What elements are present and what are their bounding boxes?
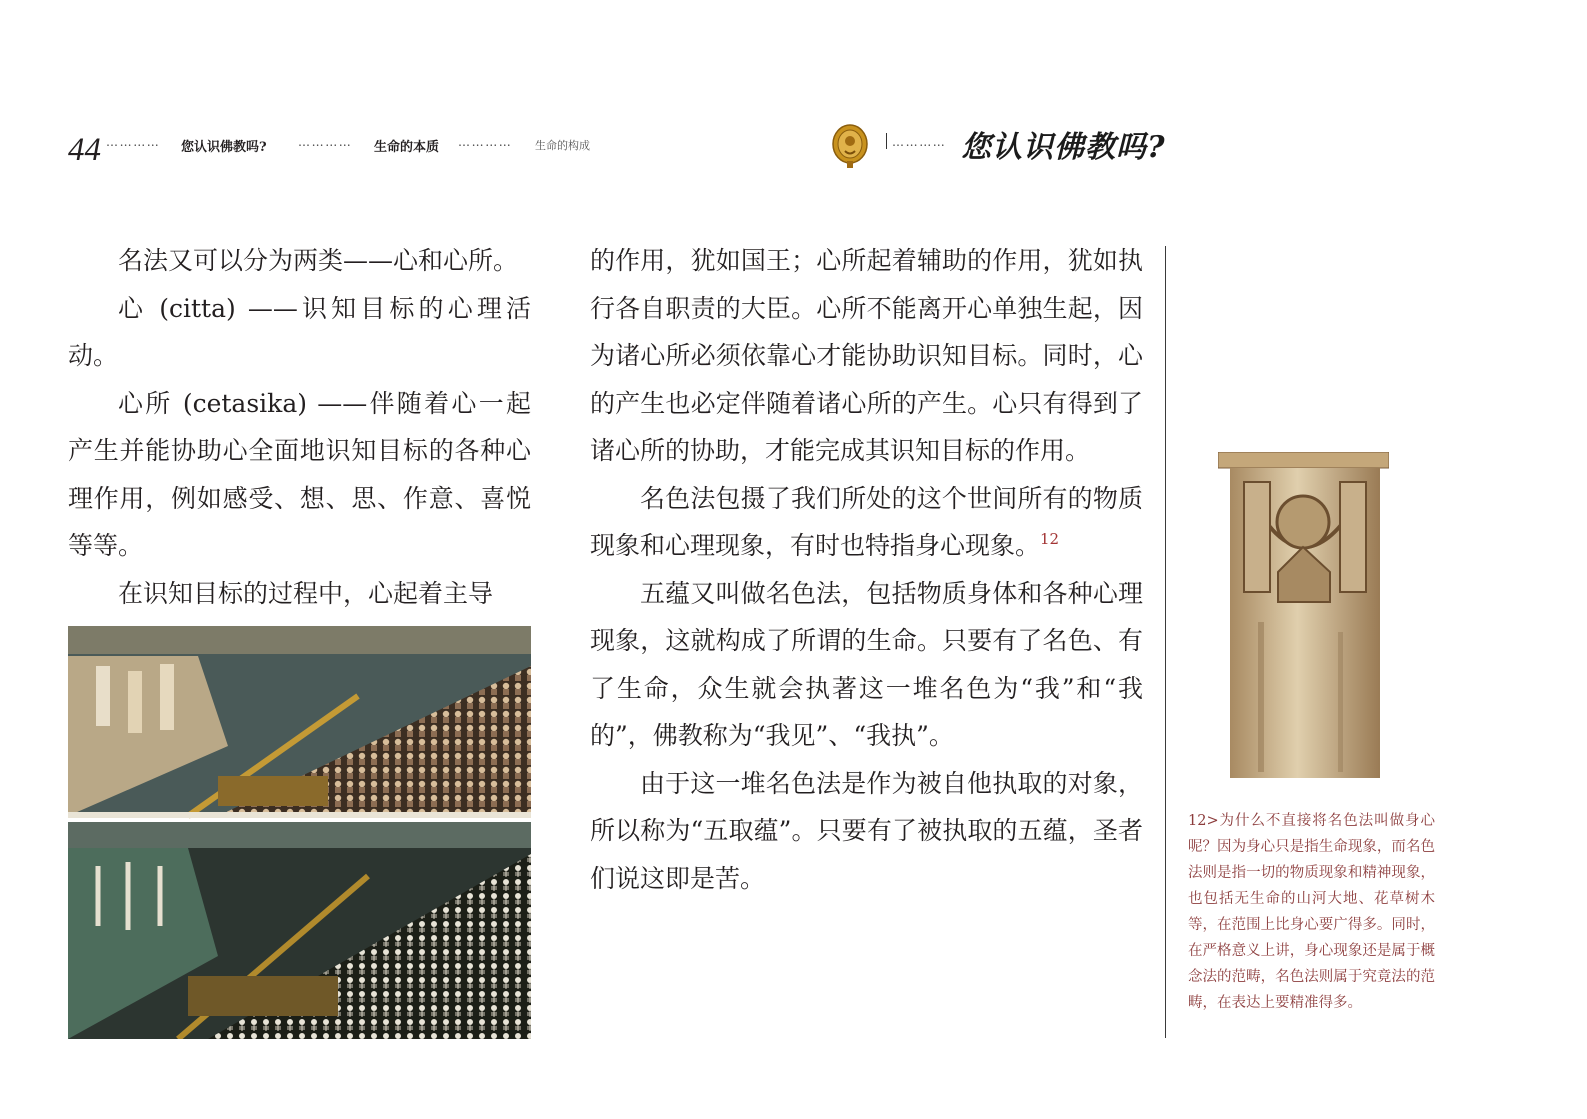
carved-pillar-image bbox=[1218, 452, 1389, 778]
paragraph: 五蕴又叫做名色法，包括物质身体和各种心理现象，这就构成了所谓的生命。只要有了名色、有了生命，众生就会执著这一堆名色为“我”和“我的”，佛教称为“我见”、“我执”。 bbox=[590, 578, 1143, 750]
page-number: 44 bbox=[68, 132, 101, 168]
paragraph: 名法又可以分为两类——心和心所。 bbox=[118, 246, 519, 275]
column-divider bbox=[1165, 246, 1166, 1038]
header-dot-leader: ………… bbox=[892, 135, 947, 149]
header-chapter: 生命的本质 bbox=[374, 140, 440, 155]
header-book-title: 您认识佛教吗? bbox=[181, 140, 267, 155]
header-dot-leader: ………… bbox=[298, 135, 353, 149]
paragraph-with-footnote bbox=[590, 475, 1143, 570]
footnote-reference[interactable]: 12 bbox=[1040, 530, 1060, 548]
paragraph-text: 名色法包摄了我们所处的这个世间所有的物质现象和心理现象，有时也特指身心现象。 bbox=[590, 483, 1143, 560]
left-text-column bbox=[68, 237, 531, 617]
mural-top-panel bbox=[68, 626, 531, 818]
sidebar-footnote-caption: 12>为什么不直接将名色法叫做身心呢？因为身心只是指生命现象，而名色法则是指一切的物质现象和精神现象，也包括无生命的山河大地、花草树木等，在范围上比身心要广得多。同时，在严格意义上讲，身心现象还是属于概念法的范畴，名色法则属于究竟法的范畴，在表达上要精准得多。 bbox=[1188, 813, 1435, 1011]
header-dot-leader: ………… bbox=[458, 135, 513, 149]
header-dot-leader: ………… bbox=[106, 135, 161, 149]
running-header bbox=[68, 124, 1178, 174]
paragraph: 心所 (cetasika) ——伴随着心一起产生并能协助心全面地识知目标的各种心理作用，例如感受、想、思、作意、喜悦等等。 bbox=[68, 388, 531, 560]
paragraph: 在识知目标的过程中，心起着主导 bbox=[118, 578, 494, 608]
paragraph: 的作用，犹如国王；心所起着辅助的作用，犹如执行各自职责的大臣。心所不能离开心单独生起，因为诸心所必须依靠心才能协助识知目标。同时，心的产生也必定伴随着诸心所的产生。心只有得到了诸心所的协助，才能完成其识知目标的作用。 bbox=[590, 246, 1143, 465]
paragraph: 心 (citta) ——识知目标的心理活动。 bbox=[68, 293, 531, 370]
header-divider bbox=[886, 133, 887, 149]
mural-bottom-panel bbox=[68, 822, 531, 1039]
paragraph: 由于这一堆名色法是作为被自他执取的对象，所以称为“五取蕴”。只要有了被执取的五蕴，圣者们说这即是苦。 bbox=[590, 768, 1143, 893]
temple-mural-painting bbox=[68, 626, 531, 1039]
header-section: 生命的构成 bbox=[535, 139, 590, 152]
dharma-medallion-icon bbox=[831, 123, 869, 169]
book-logo: 您认识佛教吗? bbox=[961, 130, 1166, 165]
middle-text-column bbox=[590, 237, 1143, 902]
